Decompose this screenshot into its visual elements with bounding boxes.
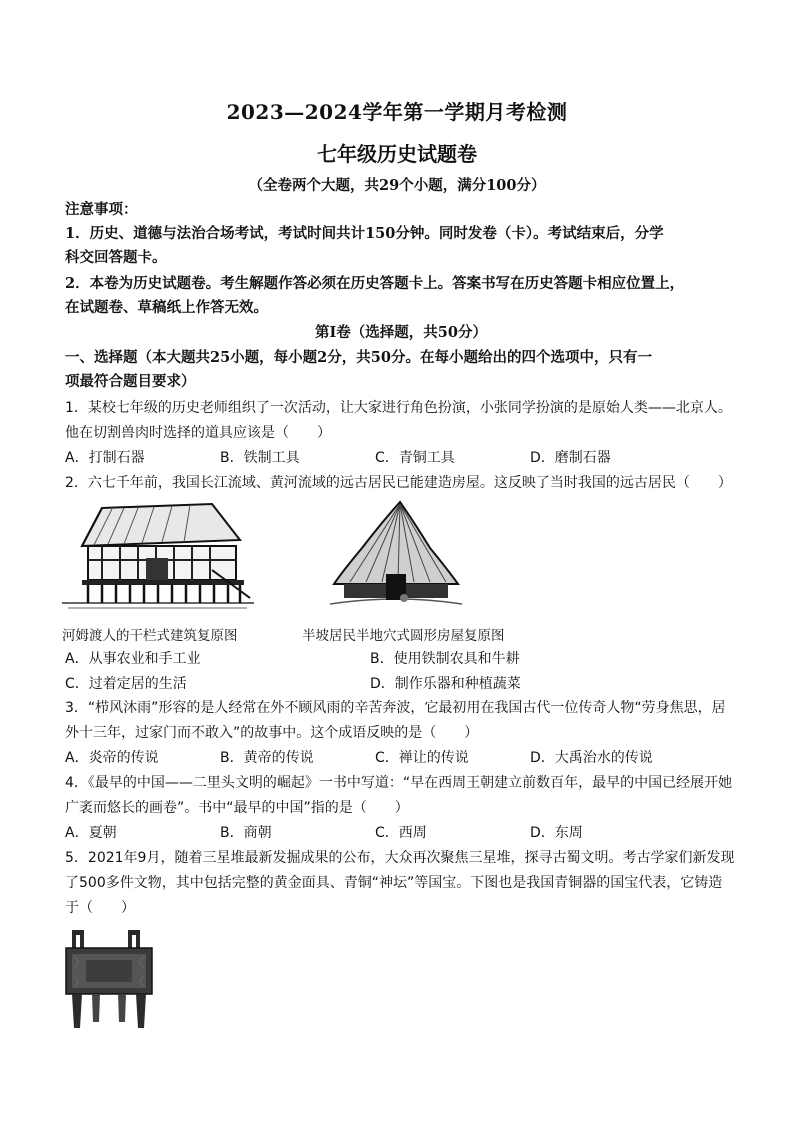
question-4-stem-line-2: 广袤而悠长的画卷”。书中“最早的中国”指的是（ ） bbox=[65, 800, 409, 816]
section-heading-line-2: 项最符合题目要求） bbox=[65, 373, 196, 390]
bronze-ding-illustration bbox=[62, 926, 156, 1032]
question-4-stem-line-1: 4．《最早的中国——二里头文明的崛起》一书中写道：“早在西周王朝建立前数百年，最早的中国已经展开她 bbox=[65, 775, 733, 791]
question-5-stem-line-2: 了500多件文物，其中包括完整的黄金面具、青铜“神坛”等国宝。下图也是我国青铜器的国宝代表，它铸造 bbox=[65, 875, 723, 891]
exam-title: 2023—2024学年第一学期月考检测 bbox=[226, 100, 568, 124]
question-1-stem-line-1: 1．某校七年级的历史老师组织了一次活动，让大家进行角色扮演，小张同学扮演的是原始人类——北京人。 bbox=[65, 400, 732, 416]
option-c[interactable]: C．禅让的传说 bbox=[375, 750, 469, 766]
option-d[interactable]: D．东周 bbox=[530, 825, 583, 841]
question-4-options bbox=[65, 822, 737, 846]
notice-1-line-2: 科交回答题卡。 bbox=[65, 249, 167, 266]
option-d[interactable]: D．磨制石器 bbox=[530, 450, 611, 466]
question-5-stem-line-3: 于（ ） bbox=[65, 900, 135, 916]
option-b[interactable]: B．使用铁制农具和牛耕 bbox=[370, 651, 520, 667]
option-b[interactable]: B．商朝 bbox=[220, 825, 272, 841]
exam-note: （全卷两个大题，共29个小题，满分100分） bbox=[248, 177, 546, 194]
notices-heading: 注意事项： bbox=[65, 201, 138, 218]
caption-stilt-house: 河姆渡人的干栏式建筑复原图 bbox=[62, 628, 238, 644]
notice-2-line-2: 在试题卷、草稿纸上作答无效。 bbox=[65, 299, 268, 316]
option-a[interactable]: A．夏朝 bbox=[65, 825, 117, 841]
option-a[interactable]: A．炎帝的传说 bbox=[65, 750, 159, 766]
question-2-stem-line-1: 2．六七千年前，我国长江流域、黄河流域的远古居民已能建造房屋。这反映了当时我国的远古居民（ ） bbox=[65, 475, 732, 491]
question-1-options bbox=[65, 447, 737, 471]
notice-2-line-1: 2．本卷为历史试题卷。考生解题作答必须在历史答题卡上。答案书写在历史答题卡相应位置上， bbox=[65, 275, 685, 292]
option-a[interactable]: A．从事农业和手工业 bbox=[65, 651, 201, 667]
option-d[interactable]: D．大禹治水的传说 bbox=[530, 750, 653, 766]
option-b[interactable]: B．铁制工具 bbox=[220, 450, 300, 466]
option-c[interactable]: C．西周 bbox=[375, 825, 427, 841]
option-c[interactable]: C．青铜工具 bbox=[375, 450, 455, 466]
part1-title: 第Ⅰ卷（选择题，共50分） bbox=[315, 324, 487, 341]
notice-1-line-1: 1．历史、道德与法治合场考试，考试时间共计150分钟。同时发卷（卡）。考试结束后，分学 bbox=[65, 225, 664, 242]
question-2-options-row-2 bbox=[65, 673, 737, 697]
question-2-options-row-1 bbox=[65, 648, 737, 672]
question-3-stem-line-1: 3．“栉风沐雨”形容的是人经常在外不顾风雨的辛苦奔波，它最初用在我国古代一位传奇人物“劳身焦思，居 bbox=[65, 700, 726, 716]
caption-round-hut: 半坡居民半地穴式圆形房屋复原图 bbox=[302, 628, 505, 644]
section-heading-line-1: 一、选择题（本大题共25小题，每小题2分，共50分。在每小题给出的四个选项中，只有一 bbox=[65, 349, 652, 366]
option-d[interactable]: D．制作乐器和种植蔬菜 bbox=[370, 676, 521, 692]
question-1-stem-line-2: 他在切割兽肉时选择的道具应该是（ ） bbox=[65, 425, 331, 441]
stilt-house-illustration bbox=[62, 500, 254, 612]
option-c[interactable]: C．过着定居的生活 bbox=[65, 676, 187, 692]
round-hut-illustration bbox=[330, 500, 462, 612]
question-3-stem-line-2: 外十三年，过家门而不敢入”的故事中。这个成语反映的是（ ） bbox=[65, 725, 479, 741]
exam-subtitle: 七年级历史试题卷 bbox=[317, 142, 477, 166]
option-a[interactable]: A．打制石器 bbox=[65, 450, 145, 466]
question-5-stem-line-1: 5．2021年9月，随着三星堆最新发掘成果的公布，大众再次聚焦三星堆，探寻古蜀文明。考古学家们新发现 bbox=[65, 850, 735, 866]
question-3-options bbox=[65, 747, 737, 771]
option-b[interactable]: B．黄帝的传说 bbox=[220, 750, 314, 766]
